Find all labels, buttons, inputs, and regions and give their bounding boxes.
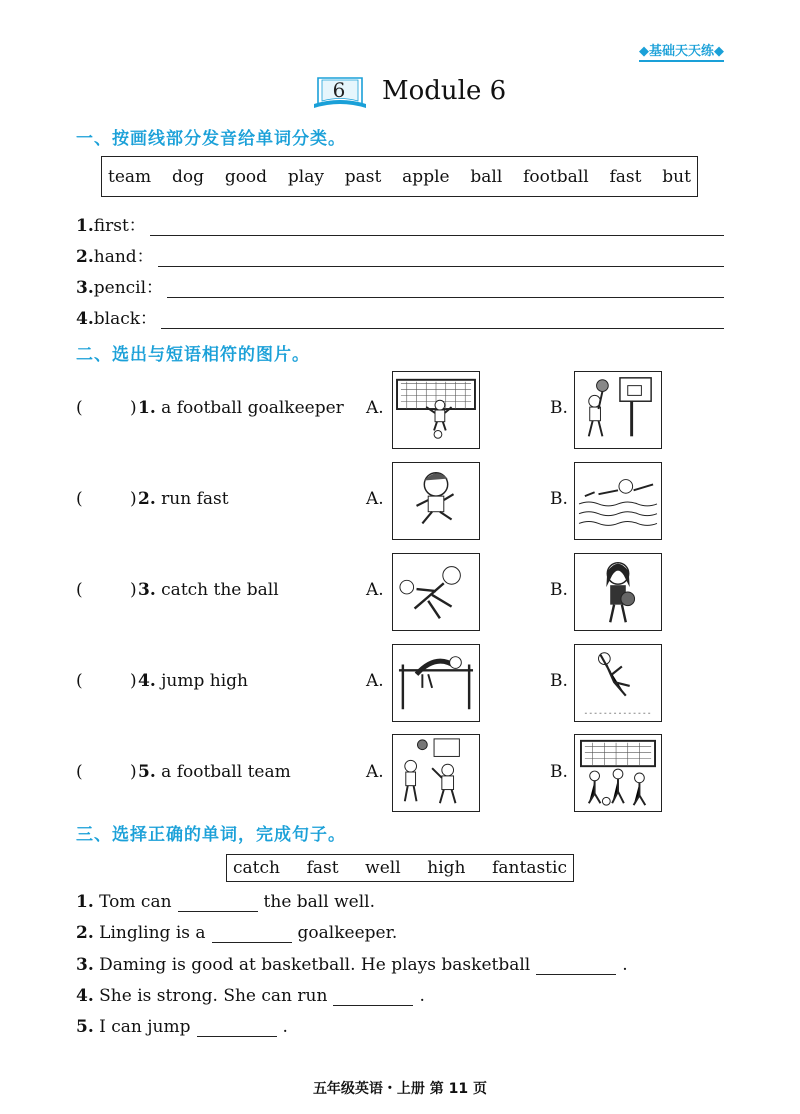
sentence-number: 1. [76, 892, 94, 912]
word-bank-item: but [662, 166, 691, 187]
sentence-row [76, 955, 628, 975]
answer-paren-close: ) [130, 489, 137, 509]
question-phrase: a football goalkeeper [161, 398, 344, 418]
question-number: 1. [138, 398, 156, 418]
answer-paren-close: ) [130, 762, 137, 782]
swimmer-image[interactable] [574, 462, 662, 540]
module-title-row [0, 74, 800, 114]
item-number: 3. [76, 278, 94, 298]
option-a-label[interactable]: A. [366, 580, 384, 600]
sentence-after: . [282, 1017, 288, 1037]
answer-blank[interactable] [197, 1020, 277, 1037]
item-number: 4. [76, 309, 94, 329]
word-bank-item: catch [233, 858, 280, 878]
option-b-label[interactable]: B. [550, 580, 568, 600]
sentence-before: Lingling is a [99, 923, 206, 943]
answer-paren-open[interactable]: ( [76, 580, 83, 600]
answer-paren-open[interactable]: ( [76, 489, 83, 509]
answer-line[interactable] [161, 310, 724, 329]
classify-word: hand： [93, 247, 154, 267]
classify-row [76, 212, 724, 236]
option-b-label[interactable]: B. [550, 762, 568, 782]
question-number: 3. [138, 580, 156, 600]
sentence-row [76, 986, 425, 1006]
sentence-after: goalkeeper. [297, 923, 398, 943]
sentence-after: . [419, 986, 425, 1006]
basketball-players-image[interactable] [392, 734, 480, 812]
answer-blank[interactable] [212, 926, 292, 943]
sentence-before: Tom can [99, 892, 172, 912]
word-bank-item: football [523, 166, 589, 187]
item-number: 1. [76, 216, 94, 236]
word-bank-item: ball [470, 166, 503, 187]
question-phrase: catch the ball [161, 580, 279, 600]
section2-heading: 二、选出与短语相符的图片。 [76, 345, 310, 365]
goalkeeper-at-goal-image[interactable] [392, 371, 480, 449]
sentence-before: I can jump [99, 1017, 191, 1037]
sentence-before: Daming is good at basketball. He plays basketball [99, 955, 531, 975]
answer-paren-close: ) [130, 671, 137, 691]
word-bank-item: high [427, 858, 466, 878]
sentence-number: 2. [76, 923, 94, 943]
answer-paren-close: ) [130, 580, 137, 600]
sentence-row [76, 923, 397, 943]
section1-word-box [101, 156, 698, 197]
question-phrase: a football team [161, 762, 291, 782]
section3-heading: 三、选择正确的单词，完成句子。 [76, 825, 346, 845]
question-text [138, 762, 291, 782]
option-a-label[interactable]: A. [366, 398, 384, 418]
option-b-label[interactable]: B. [550, 489, 568, 509]
option-a-label[interactable]: A. [366, 489, 384, 509]
question-phrase: run fast [161, 489, 229, 509]
answer-paren-open[interactable]: ( [76, 671, 83, 691]
answer-paren-open[interactable]: ( [76, 398, 83, 418]
basketball-player-at-hoop-image[interactable] [574, 371, 662, 449]
item-number: 2. [76, 247, 94, 267]
classify-word: black： [93, 309, 158, 329]
sentence-row [76, 892, 375, 912]
word-bank-item: past [344, 166, 382, 187]
sentence-after: the ball well. [263, 892, 375, 912]
answer-blank[interactable] [333, 989, 413, 1006]
option-b-label[interactable]: B. [550, 398, 568, 418]
classify-word: first： [93, 216, 146, 236]
answer-line[interactable] [150, 217, 724, 236]
series-banner: ◆基础天天练◆ [639, 40, 724, 62]
question-text [138, 580, 279, 600]
boy-diving-for-ball-image[interactable] [392, 553, 480, 631]
sentence-number: 5. [76, 1017, 94, 1037]
option-b-label[interactable]: B. [550, 671, 568, 691]
high-jump-over-bar-image[interactable] [392, 644, 480, 722]
word-bank-item: fast [609, 166, 642, 187]
module-number: 6 [332, 78, 346, 102]
question-text [138, 398, 344, 418]
answer-paren-close: ) [130, 398, 137, 418]
sentence-before: She is strong. She can run [99, 986, 328, 1006]
sentence-number: 4. [76, 986, 94, 1006]
question-text [138, 671, 248, 691]
sentence-row [76, 1017, 288, 1037]
football-team-at-goal-image[interactable] [574, 734, 662, 812]
question-phrase: jump high [161, 671, 248, 691]
word-bank-item: team [108, 166, 152, 187]
sentence-number: 3. [76, 955, 94, 975]
sentence-after: . [622, 955, 628, 975]
boy-running-image[interactable] [392, 462, 480, 540]
word-bank-item: well [365, 858, 401, 878]
girl-with-basketball-image[interactable] [574, 553, 662, 631]
word-bank-item: good [224, 166, 268, 187]
section1-heading: 一、按画线部分发音给单词分类。 [76, 129, 346, 149]
option-a-label[interactable]: A. [366, 671, 384, 691]
answer-blank[interactable] [536, 958, 616, 975]
option-a-label[interactable]: A. [366, 762, 384, 782]
classify-word: pencil： [93, 278, 164, 298]
classify-row [76, 274, 724, 298]
word-bank-item: apple [402, 166, 450, 187]
answer-line[interactable] [158, 248, 724, 267]
question-number: 5. [138, 762, 156, 782]
word-bank-item: fast [306, 858, 339, 878]
classify-row [76, 305, 724, 329]
long-jumper-image[interactable] [574, 644, 662, 722]
question-text [138, 489, 229, 509]
module-title: Module 6 [382, 76, 507, 106]
answer-line[interactable] [167, 279, 724, 298]
answer-blank[interactable] [178, 895, 258, 912]
word-bank-item: play [287, 166, 324, 187]
question-number: 2. [138, 489, 156, 509]
question-number: 4. [138, 671, 156, 691]
word-bank-item: fantastic [492, 858, 567, 878]
word-bank-item: dog [171, 166, 204, 187]
classify-row [76, 243, 724, 267]
answer-paren-open[interactable]: ( [76, 762, 83, 782]
page-footer: 五年级英语・上册 第 11 页 [312, 1081, 488, 1097]
section3-word-box [226, 854, 574, 882]
